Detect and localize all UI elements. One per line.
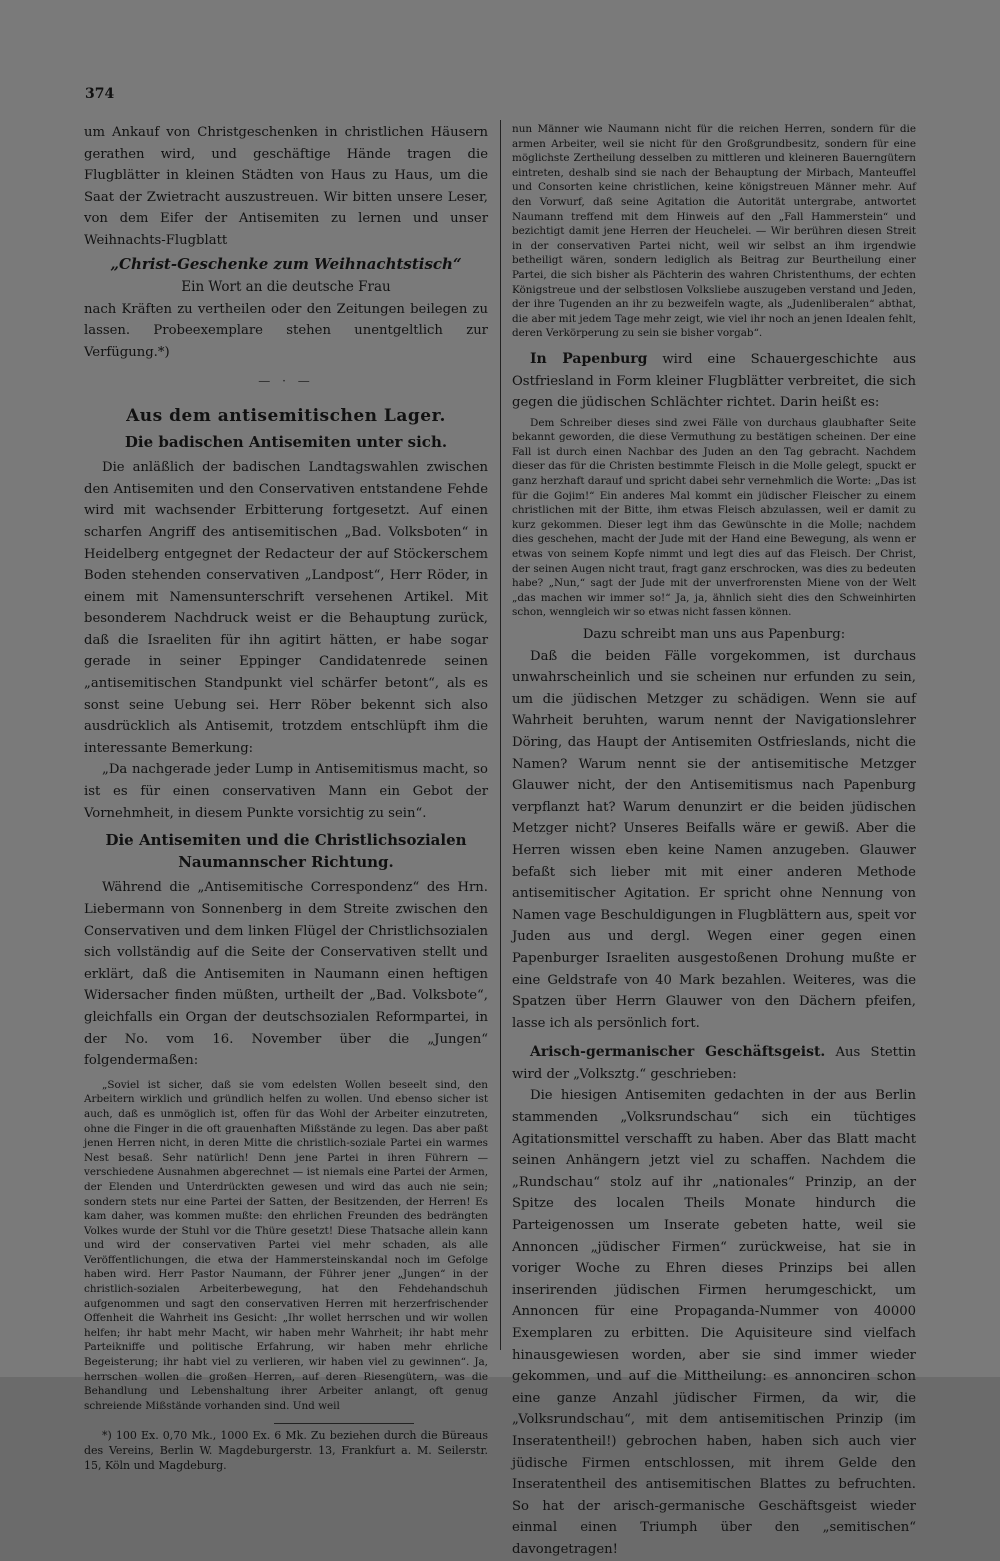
article-reply-papenburg: Daß die beiden Fälle vorgekommen, ist durchaus unwahrscheinlich und sie scheinen nur erfunden zu sein, um die jüdischen Metzger zu schädigen. Wenn sie auf Wahrheit beruhten, warum nennt der Navigationslehrer Döring, das Haupt der Antisemiten Ostfrieslands, nicht die Namen? Warum nennt sie der antisemitische Metzger Glauwer nicht, der den Antisemitismus nach Papenburg verpflanzt hat? Warum denunzirt er die beiden jüdischen Metzger nicht? Unseres Beifalls wäre er gewiß. Aber die Herren wissen eben keine Namen anzugeben. Glauwer befaßt sich lieber mit mit einer anderen Methode antisemitischer Agitation. Er spricht ohne Nennung von Namen vage Beschuldigungen in Flugblättern aus, speit vor Juden aus und dergl. Wegen einer gegen einen Papenburger Israeliten ausgestoßenen Drohung mußte er eine Geldstrafe von 40 Mark bezahlen. Weiteres, was die Spatzen über Herrn Glauwer von den Dächern pfeifen, lasse ich als persönlich fort.: [512, 648, 916, 1031]
article-heading-christlichsoziale: Die Antisemiten und die Christlichsozialen Naumannscher Richtung.: [105, 831, 467, 871]
article-quote-papenburg: Dem Schreiber dieses sind zwei Fälle von durchaus glaubhafter Seite bekannt geworden, die diese Vermuthung zu bestätigen scheinen. Der eine Fall ist durch einen Nachbar des Juden an den Tag gebracht. Nachdem dieser das für die Christen bestimmte Fleisch in die Molle gelegt, spuckt er ganz herzhaft darauf und spricht dabei sehr vernehmlich die Worte: „Das ist für die Gojim!“ Ein anderes Mal kommt ein jüdischer Fleischer zu einem christlichen mit der Bitte, ihm etwas Fleisch abzulassen, weil er damit zu kurz gekommen. Dieser legt ihm das Gewünschte in die Molle; nachdem dies geschehen, macht der Jude mit der Hand eine Bewegung, als wenn er etwas von seinem Kopfe nimmt und legt dies auf das Fleisch. Der Christ, der seinen Augen nicht traut, fragt ganz erschrocken, was dies zu bedeuten habe? „Nun,“ sagt der Jude mit der unverfrorensten Miene von der Welt „das machen wir immer so!“ Ja, ja, ähnlich sieht dies den Schweinhirten schon, wenngleich wir so etwas nicht fassen können.: [512, 416, 916, 619]
article-quote-badische: „Da nachgerade jeder Lump in Antisemitismus macht, so ist es für einen conservativen Mann ein Gebot der Vornehmheit, in diesem Punkte vorsichtig zu sein“.: [84, 762, 488, 821]
article-heading-geschaeftsgeist: Arisch-germanischer Geschäftsgeist.: [530, 1044, 826, 1061]
column-divider: [500, 120, 501, 1350]
article-body-badische: Die anläßlich der badischen Landtagswahlen zwischen den Antisemiten und den Conservativen entstandene Fehde wird mit wachsender Erbitterung fortgesetzt. Auf einen scharfen Angriff des antisemitischen „Bad. Volksboten“ in Heidelberg entgegnet der Redacteur der auf Stöckerschem Boden stehenden conservativen „Landpost“, Herr Röder, in einem mit Namensunterschrift versehenen Artikel. Mit besonderem Nachdruck weist er die Behauptung zurück, daß die Israeliten für ihn agitirt hätten, er habe sogar gerade in seiner Eppinger Candidatenrede seinen „antisemitischen Standpunkt viel schärfer betont“, als es sonst seine Uebung sei. Herr Röber bekennt sich also ausdrücklich als Antisemit, trotzdem entschlüpft ihm die interessante Bemerkung:: [84, 460, 488, 756]
article-quote-christlichsoziale: „Soviel ist sicher, daß sie vom edelsten Wollen beseelt sind, den Arbeitern wirklich und gründlich helfen zu wollen. Und ebenso sicher ist auch, daß es unmöglich ist, offen für das Wohl der Arbeiter einzutreten, ohne die Finger in die oft grauenhaften Mißstände zu legen. Das aber paßt jenen Herren nicht, in deren Mitte die christlich-soziale Partei ein warmes Nest besaß. Sehr natürlich! Denn jene Partei in ihren Führern — verschiedene Ausnahmen abgerechnet — ist niemals eine Partei der Armen, der Elenden und Unterdrückten gewesen und wird das auch nie sein; sondern stets nur eine Partei der Satten, der Besitzenden, der Herren! Es kam daher, was kommen mußte: den ehrlichen Freunden des bedrängten Volkes wurde der Stuhl vor die Thüre gesetzt! Diese Thatsache allein kann und wird der conservativen Partei viel mehr schaden, als alle Veröffentlichungen, die etwa der Hammersteinskandal noch im Gefolge haben wird. Herr Pastor Naumann, der Führer jener „Jungen“ in der christlich-sozialen Arbeiterbewegung, hat den Fehdehandschuh aufgenommen und sagt den conservativen Herren mit herzerfrischender Offenheit die Wahrheit ins Gesicht: „Ihr wollet herrschen und wir wollen helfen; ihr habt mehr Macht, wir haben mehr Wahrheit; ihr habt mehr Parteikniffe und politische Erfahrung, wir haben mehr ehrliche Begeisterung; ihr habt viel zu verlieren, wir haben viel zu gewinnen“. Ja, herrschen wollen die großen Herren, auf deren Riesengütern, was die Behandlung und Lebenshaltung ihrer Arbeiter anlangt, oft genug schreiende Mißstände vorhanden sind. Und weil: [84, 1078, 488, 1412]
footnote: *) 100 Ex. 0,70 Mk., 1000 Ex. 6 Mk. Zu beziehen durch die Büreaus des Vereins, Berlin W. Magdeburgerstr. 13, Frankfurt a. M. Seilerstr. 15, Köln und Magdeburg.: [84, 1429, 488, 1473]
page-number: 374: [85, 86, 115, 102]
intro-paragraph: um Ankauf von Christgeschenken in christlichen Häusern gerathen wird, und geschäftige Hände tragen die Flugblätter in kleinen Städten von Haus zu Haus, um die Saat der Zwietracht auszustreuen. Wir bitten unsere Leser, von dem Eifer der Antisemiten zu lernen und unser Weihnachts-Flugblatt: [84, 125, 488, 248]
left-column: [84, 122, 488, 1473]
quote-continuation: nun Männer wie Naumann nicht für die reichen Herren, sondern für die armen Arbeiter, weil sie nicht für den Großgrundbesitz, sondern für eine möglichste Zertheilung desselben zu mittleren und kleineren Bauerngütern eintreten, deshalb sind sie nach der Behauptung der Mirbach, Manteuffel und Consorten keine christlichen, keine königstreuen Männer mehr. Auf den Vorwurf, daß seine Agitation die Autorität untergrabe, antwortet Naumann treffend mit dem Hinweis auf den „Fall Hammerstein“ und bezichtigt damit jene Herren der Heuchelei. — Wir berühren diesen Streit in der conservativen Partei nicht, weil wir selbst an ihm irgendwie betheiligt wären, sondern lediglich als Beitrag zur Beurtheilung einer Partei, die sich bisher als Pächterin des wahren Christenthums, der echten Königstreue und der selbstlosen Volksliebe auszugeben verstand und Jeden, der ihre Tugenden an ihr zu bezweifeln wagte, als „Judenliberalen“ abthat, die aber mit jedem Tage mehr zeigt, wie viel ihr noch an jenen Idealen fehlt, deren Verkörperung zu sein sie bisher vorgab“.: [512, 123, 916, 340]
article-body-christlichsoziale: Während die „Antisemitische Correspondenz“ des Hrn. Liebermann von Sonnenberg in dem Streite zwischen den Conservativen und dem linken Flügel der Christlichsozialen sich vollständig auf die Seite der Conservativen stellt und erklärt, daß die Antisemiten in Naumann einen heftigen Widersacher finden müßten, urtheilt der „Bad. Volksbote“, gleichfalls ein Organ der deutschsozialen Reformpartei, in der No. vom 16. November über die „Jungen“ folgendermaßen:: [84, 880, 488, 1069]
right-column: [512, 122, 916, 1557]
article-geschaeftsgeist: [512, 1042, 916, 1085]
article-papenburg: [512, 349, 916, 414]
intro-end-paragraph: nach Kräften zu vertheilen oder den Zeitungen beilegen zu lassen. Probeexemplare stehen unentgeltlich zur Verfügung.*): [84, 301, 488, 360]
article-heading-papenburg: In Papenburg: [530, 350, 648, 367]
flyer-title: „Christ-Geschenke zum Weihnachtstisch“: [110, 254, 462, 273]
section-heading: Aus dem antisemitischen Lager.: [126, 405, 446, 426]
article-reply-intro-papenburg: Dazu schreibt man uns aus Papenburg:: [582, 627, 846, 642]
article-body-geschaeftsgeist: Die hiesigen Antisemiten gedachten in der aus Berlin stammenden „Volksrundschau“ sich ein tüchtiges Agitationsmittel verschafft zu haben. Aber das Blatt macht seinen Anhängern jetzt viel zu schaffen. Nachdem die „Rundschau“ stolz auf ihr „nationales“ Prinzip, an der Spitze des localen Theils Monate hindurch die Parteigenossen um Inserate gebeten hatte, weil sie Annoncen „jüdischer Firmen“ zurückweise, hat sie in voriger Woche zu Ehren dieses Prinzips bei allen inserirenden jüdischen Firmen herumgeschickt, um Annoncen für eine Propaganda-Nummer von 40000 Exemplaren zu erbitten. Die Aquisiteure sind vielfach hinausgewiesen worden, aber sie sind immer wieder gekommen, und auf die Mittheilung: es annonciren schon eine ganze Anzahl jüdischer Firmen, da wir, die „Volksrundschau“, mit dem antisemitischen Prinzip (im Inseratentheil!) gebrochen haben, haben sich auch vier jüdische Firmen entschlossen, mit ihrem Gelde den Inseratentheil des antisemitischen Blattes zu befruchten. So hat der arisch-germanische Geschäftsgeist wieder einmal einen Triumph über den „semitischen“ davongetragen!: [512, 1088, 916, 1557]
section-separator: — · —: [258, 373, 314, 388]
flyer-subtitle: Ein Wort an die deutsche Frau: [181, 279, 391, 296]
footnote-rule: [274, 1423, 414, 1424]
article-heading-badische: Die badischen Antisemiten unter sich.: [124, 432, 448, 451]
article-body-papenburg: wird eine Schauergeschichte aus Ostfriesland in Form kleiner Flugblätter verbreitet, die sich gegen die jüdischen Schlächter richtet. Darin heißt es:: [512, 351, 916, 411]
article-lead-geschaeftsgeist: Aus Stettin wird der „Volksztg.“ geschrieben:: [512, 1045, 916, 1082]
